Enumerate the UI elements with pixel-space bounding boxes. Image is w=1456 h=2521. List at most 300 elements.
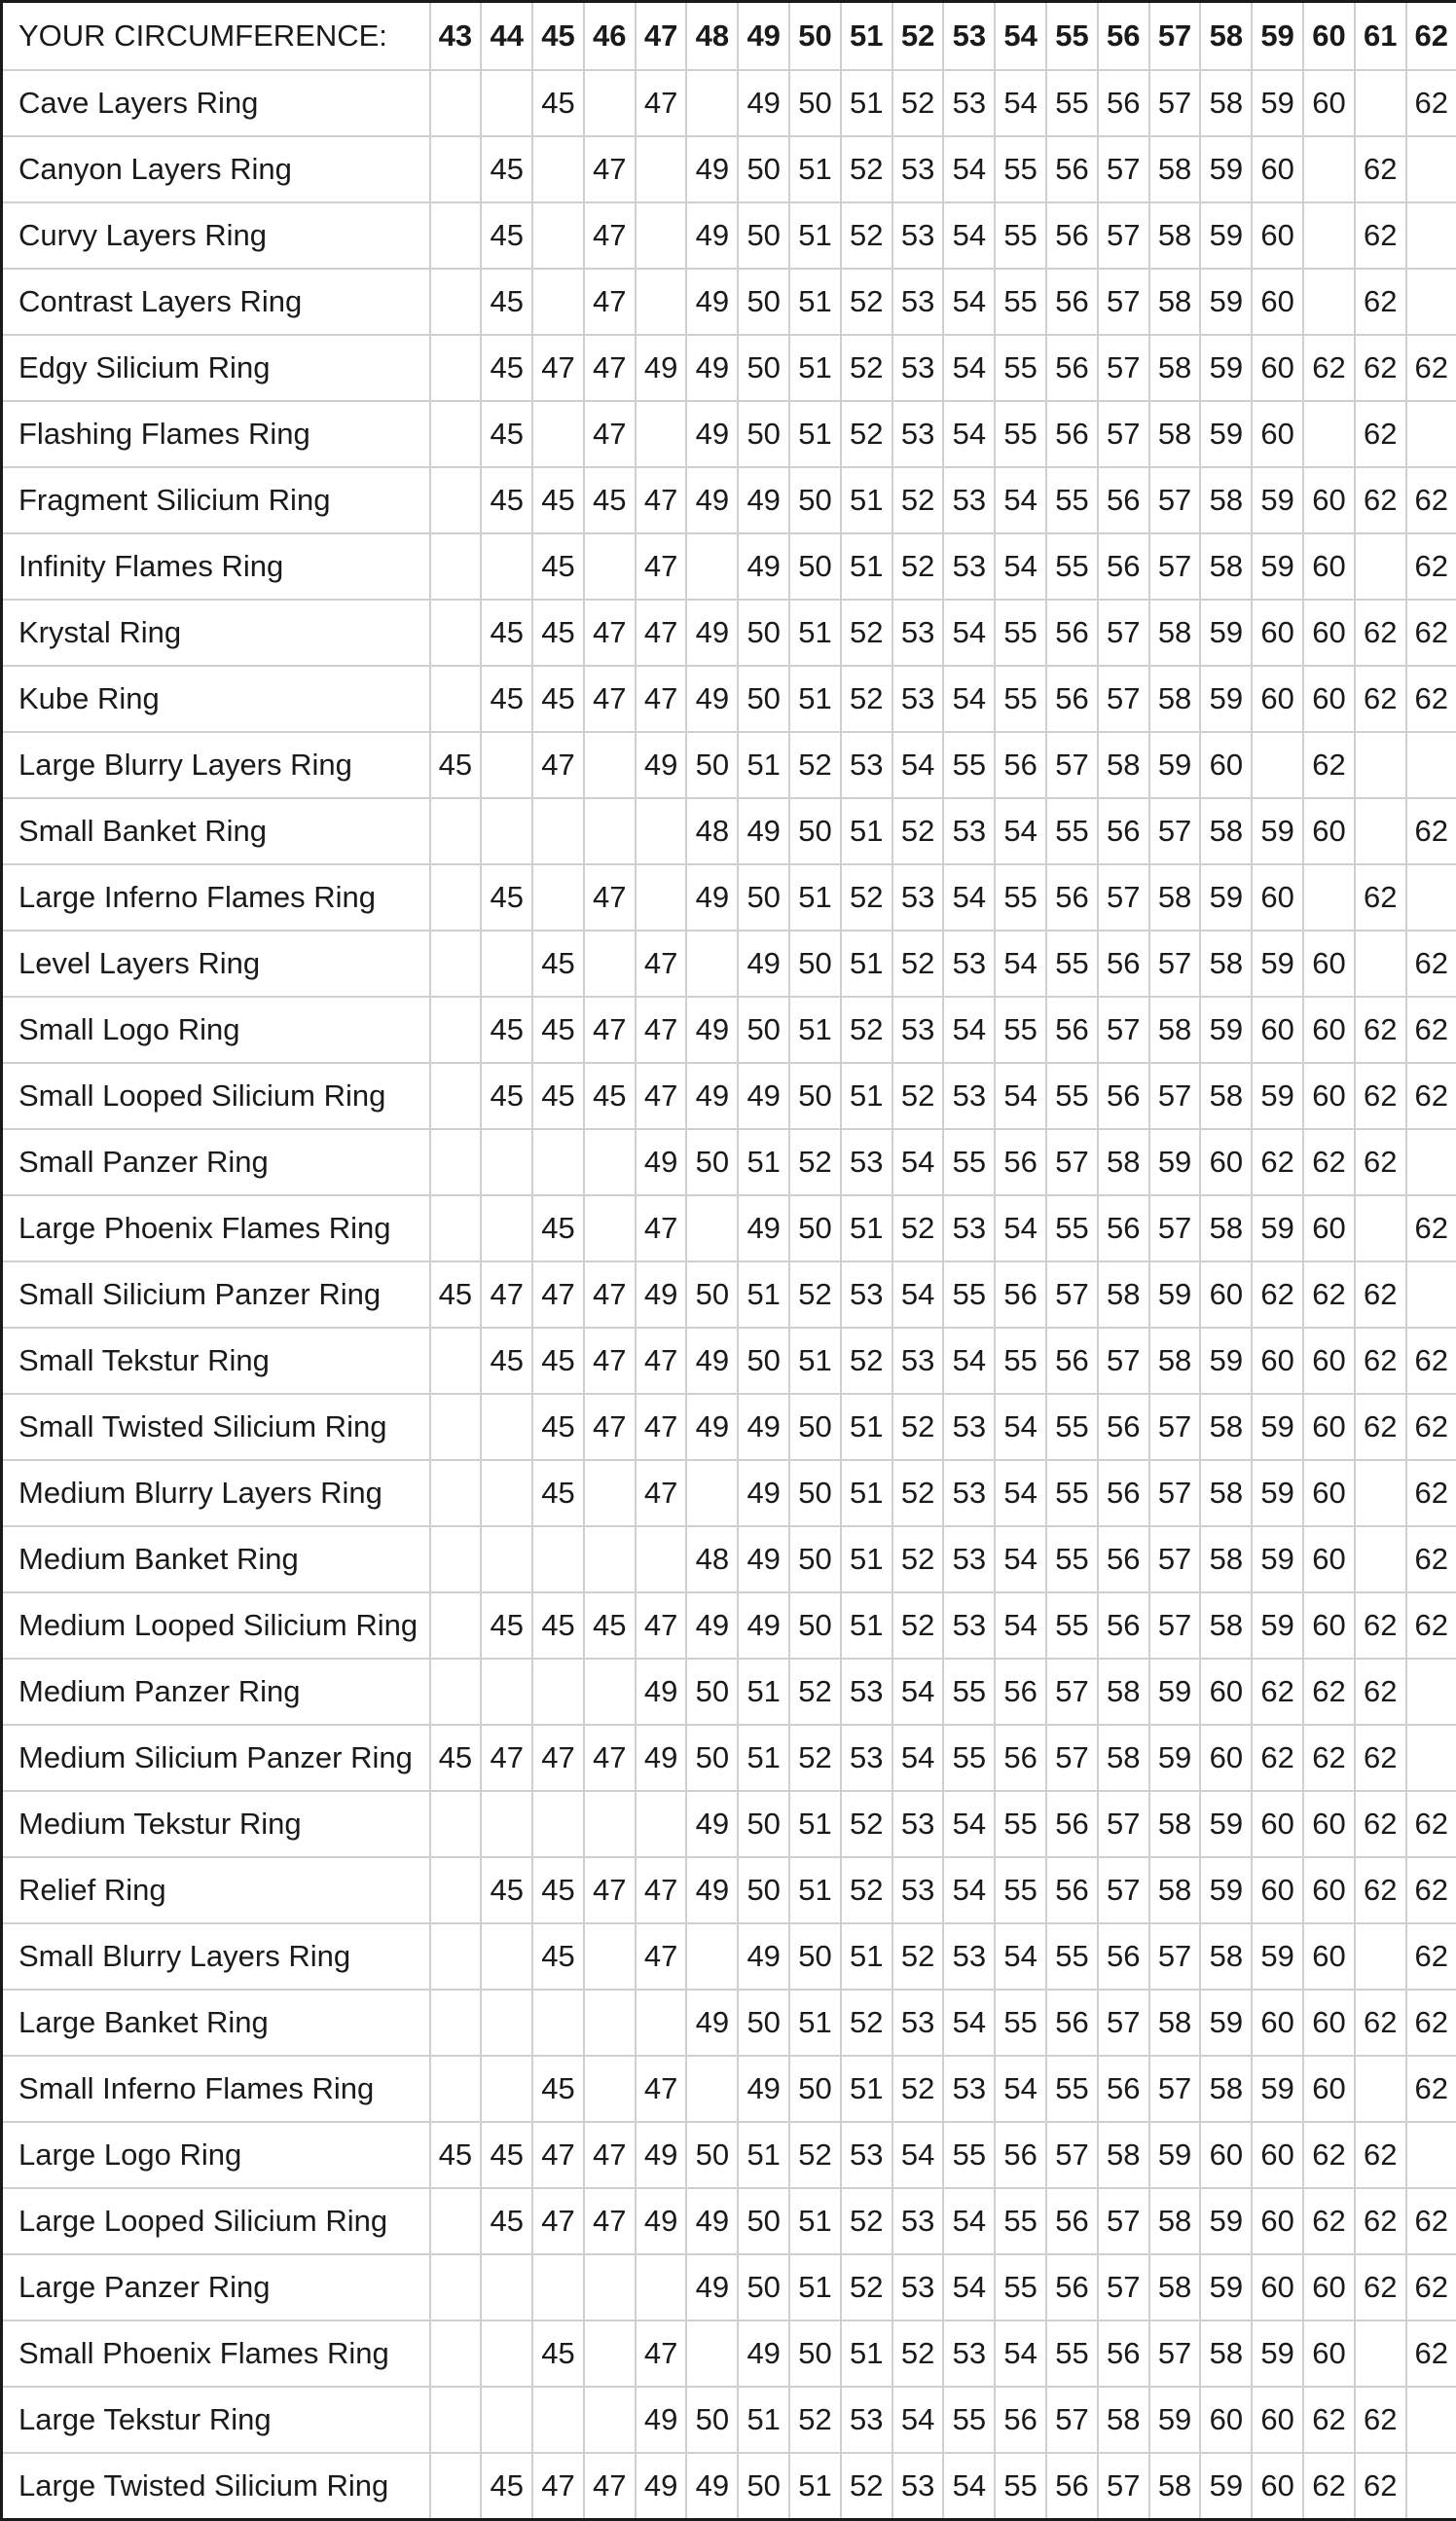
size-cell: 53 xyxy=(943,2056,995,2122)
size-cell: 56 xyxy=(1098,1195,1149,1261)
size-cell: 51 xyxy=(789,1328,841,1394)
table-row xyxy=(2,864,1456,931)
size-cell: 50 xyxy=(686,1659,738,1725)
size-cell: 57 xyxy=(1098,997,1149,1063)
size-cell: 60 xyxy=(1252,666,1303,732)
size-cell: 54 xyxy=(943,2254,995,2320)
size-cell xyxy=(430,2453,482,2520)
size-cell: 56 xyxy=(1098,533,1149,600)
ring-name: Large Logo Ring xyxy=(2,2122,430,2188)
size-cell: 50 xyxy=(789,1394,841,1460)
size-cell: 49 xyxy=(686,1791,738,1857)
size-cell: 56 xyxy=(1046,335,1098,401)
size-cell: 54 xyxy=(995,2056,1046,2122)
size-cell: 49 xyxy=(686,997,738,1063)
size-cell: 62 xyxy=(1406,1460,1456,1526)
ring-name: Small Banket Ring xyxy=(2,798,430,864)
size-cell xyxy=(481,1394,532,1460)
size-cell: 57 xyxy=(1149,1526,1201,1592)
size-cell: 54 xyxy=(943,2188,995,2254)
size-cell xyxy=(1406,1725,1456,1791)
size-cell: 62 xyxy=(1406,2056,1456,2122)
size-cell: 53 xyxy=(892,269,944,335)
size-cell: 56 xyxy=(1098,1460,1149,1526)
size-cell: 60 xyxy=(1252,600,1303,666)
size-column-header: 51 xyxy=(841,2,892,71)
size-cell: 58 xyxy=(1200,931,1252,997)
table-row xyxy=(2,1857,1456,1923)
size-cell xyxy=(584,1990,636,2056)
size-cell xyxy=(430,1394,482,1460)
size-cell: 62 xyxy=(1355,2122,1406,2188)
size-cell: 60 xyxy=(1303,1460,1355,1526)
size-cell: 45 xyxy=(481,864,532,931)
ring-name: Krystal Ring xyxy=(2,600,430,666)
size-cell: 52 xyxy=(841,2188,892,2254)
size-cell: 53 xyxy=(943,1063,995,1129)
table-row xyxy=(2,1990,1456,2056)
size-cell xyxy=(1355,1460,1406,1526)
size-cell: 52 xyxy=(841,1328,892,1394)
size-cell: 52 xyxy=(789,2122,841,2188)
size-cell: 62 xyxy=(1355,1063,1406,1129)
size-cell xyxy=(481,931,532,997)
table-body xyxy=(2,70,1456,2520)
table-row xyxy=(2,931,1456,997)
size-cell xyxy=(481,1990,532,2056)
ring-name: Medium Looped Silicium Ring xyxy=(2,1592,430,1659)
size-cell: 49 xyxy=(686,1857,738,1923)
size-cell: 57 xyxy=(1098,136,1149,202)
size-cell: 60 xyxy=(1200,2387,1252,2453)
table-row xyxy=(2,1063,1456,1129)
size-cell: 58 xyxy=(1149,335,1201,401)
size-cell: 58 xyxy=(1200,1592,1252,1659)
size-cell: 58 xyxy=(1149,202,1201,269)
size-cell: 60 xyxy=(1252,2122,1303,2188)
size-cell: 51 xyxy=(738,1261,789,1328)
size-cell xyxy=(584,2056,636,2122)
size-cell: 60 xyxy=(1200,1725,1252,1791)
size-cell: 47 xyxy=(636,1394,687,1460)
size-cell xyxy=(430,1990,482,2056)
size-cell: 60 xyxy=(1303,1990,1355,2056)
size-cell: 54 xyxy=(892,1129,944,1195)
size-cell xyxy=(636,2254,687,2320)
size-cell: 47 xyxy=(636,70,687,136)
size-cell: 54 xyxy=(943,269,995,335)
size-cell: 60 xyxy=(1252,1857,1303,1923)
size-cell: 58 xyxy=(1200,533,1252,600)
size-cell xyxy=(1406,2453,1456,2520)
size-cell xyxy=(636,1990,687,2056)
size-cell: 58 xyxy=(1098,2387,1149,2453)
ring-name: Large Inferno Flames Ring xyxy=(2,864,430,931)
size-cell: 60 xyxy=(1200,732,1252,798)
size-cell: 57 xyxy=(1149,1923,1201,1990)
size-cell xyxy=(430,70,482,136)
size-cell: 58 xyxy=(1149,269,1201,335)
size-cell: 62 xyxy=(1303,1725,1355,1791)
size-cell: 54 xyxy=(995,1394,1046,1460)
size-cell: 62 xyxy=(1355,2453,1406,2520)
size-cell: 47 xyxy=(636,1857,687,1923)
size-cell xyxy=(481,2320,532,2387)
size-cell: 50 xyxy=(789,70,841,136)
size-cell: 45 xyxy=(532,931,584,997)
size-cell: 57 xyxy=(1046,1261,1098,1328)
size-cell: 62 xyxy=(1406,1857,1456,1923)
ring-name: Small Blurry Layers Ring xyxy=(2,1923,430,1990)
size-cell: 55 xyxy=(1046,798,1098,864)
size-cell xyxy=(430,269,482,335)
size-cell: 47 xyxy=(532,2453,584,2520)
size-cell xyxy=(584,1791,636,1857)
size-cell: 50 xyxy=(789,1592,841,1659)
size-cell: 62 xyxy=(1406,666,1456,732)
size-cell: 55 xyxy=(995,1791,1046,1857)
size-cell: 57 xyxy=(1098,401,1149,467)
size-cell: 53 xyxy=(892,335,944,401)
size-cell: 58 xyxy=(1149,997,1201,1063)
size-cell: 49 xyxy=(686,136,738,202)
size-cell: 55 xyxy=(1046,1460,1098,1526)
size-cell: 58 xyxy=(1098,1129,1149,1195)
size-cell xyxy=(481,2254,532,2320)
size-cell xyxy=(686,70,738,136)
size-cell: 53 xyxy=(892,2453,944,2520)
size-cell: 51 xyxy=(841,70,892,136)
size-cell: 47 xyxy=(532,1261,584,1328)
size-cell xyxy=(430,202,482,269)
size-cell: 49 xyxy=(636,1261,687,1328)
size-cell: 53 xyxy=(892,1857,944,1923)
size-cell: 59 xyxy=(1149,1261,1201,1328)
table-row xyxy=(2,798,1456,864)
size-cell: 52 xyxy=(841,997,892,1063)
table-row xyxy=(2,533,1456,600)
size-column-header: 56 xyxy=(1098,2,1149,71)
size-cell: 58 xyxy=(1200,2056,1252,2122)
size-cell: 55 xyxy=(995,1328,1046,1394)
size-cell: 54 xyxy=(892,1725,944,1791)
table-row xyxy=(2,1526,1456,1592)
size-cell: 52 xyxy=(841,864,892,931)
size-cell: 56 xyxy=(1098,2056,1149,2122)
size-cell: 50 xyxy=(789,1923,841,1990)
size-cell: 57 xyxy=(1098,1990,1149,2056)
size-cell: 51 xyxy=(789,136,841,202)
size-cell: 50 xyxy=(738,269,789,335)
size-cell: 62 xyxy=(1355,1990,1406,2056)
size-cell: 47 xyxy=(584,401,636,467)
size-cell xyxy=(1303,202,1355,269)
size-cell: 59 xyxy=(1252,2320,1303,2387)
size-cell: 56 xyxy=(995,1261,1046,1328)
size-cell: 49 xyxy=(636,2387,687,2453)
size-cell: 62 xyxy=(1355,864,1406,931)
size-cell: 51 xyxy=(841,1923,892,1990)
size-cell xyxy=(1355,533,1406,600)
size-cell: 49 xyxy=(738,2320,789,2387)
size-cell: 62 xyxy=(1406,2254,1456,2320)
size-cell: 50 xyxy=(738,2188,789,2254)
table-row xyxy=(2,2453,1456,2520)
size-cell: 62 xyxy=(1355,335,1406,401)
size-cell: 59 xyxy=(1252,2056,1303,2122)
table-row xyxy=(2,136,1456,202)
size-cell: 55 xyxy=(995,864,1046,931)
size-cell: 45 xyxy=(481,401,532,467)
ring-name: Large Banket Ring xyxy=(2,1990,430,2056)
size-cell: 62 xyxy=(1355,1791,1406,1857)
size-cell: 58 xyxy=(1149,1791,1201,1857)
size-cell xyxy=(636,1526,687,1592)
size-cell: 49 xyxy=(686,1328,738,1394)
ring-name: Medium Silicium Panzer Ring xyxy=(2,1725,430,1791)
size-cell: 55 xyxy=(1046,2056,1098,2122)
size-cell: 56 xyxy=(1046,2188,1098,2254)
size-cell: 47 xyxy=(532,732,584,798)
size-column-header: 62 xyxy=(1406,2,1456,71)
size-cell: 56 xyxy=(1098,2320,1149,2387)
size-cell xyxy=(481,798,532,864)
size-cell: 59 xyxy=(1252,70,1303,136)
size-cell: 50 xyxy=(686,2122,738,2188)
size-cell: 45 xyxy=(532,997,584,1063)
size-cell: 50 xyxy=(686,2387,738,2453)
size-cell: 60 xyxy=(1303,1592,1355,1659)
size-cell xyxy=(430,1592,482,1659)
size-cell: 54 xyxy=(943,1791,995,1857)
size-cell: 51 xyxy=(841,2056,892,2122)
size-cell: 62 xyxy=(1252,1725,1303,1791)
size-cell: 49 xyxy=(738,70,789,136)
size-cell: 56 xyxy=(995,1659,1046,1725)
size-cell: 57 xyxy=(1098,2254,1149,2320)
size-cell xyxy=(686,533,738,600)
ring-name: Large Looped Silicium Ring xyxy=(2,2188,430,2254)
size-cell: 60 xyxy=(1303,2320,1355,2387)
size-cell: 57 xyxy=(1046,1129,1098,1195)
size-cell: 49 xyxy=(636,1129,687,1195)
size-cell: 53 xyxy=(943,2320,995,2387)
size-cell: 54 xyxy=(943,997,995,1063)
size-cell: 47 xyxy=(636,1063,687,1129)
size-cell: 49 xyxy=(686,1592,738,1659)
size-column-header: 49 xyxy=(738,2,789,71)
size-cell xyxy=(1355,732,1406,798)
size-column-header: 57 xyxy=(1149,2,1201,71)
size-cell xyxy=(430,864,482,931)
size-cell xyxy=(430,2387,482,2453)
size-cell: 60 xyxy=(1303,1526,1355,1592)
size-cell: 45 xyxy=(532,2320,584,2387)
size-cell: 45 xyxy=(532,70,584,136)
size-cell: 57 xyxy=(1046,2122,1098,2188)
size-cell: 49 xyxy=(636,2122,687,2188)
size-cell: 57 xyxy=(1046,2387,1098,2453)
size-cell: 54 xyxy=(943,666,995,732)
size-cell: 62 xyxy=(1355,1129,1406,1195)
size-cell: 49 xyxy=(686,202,738,269)
size-cell: 55 xyxy=(1046,533,1098,600)
ring-name: Small Tekstur Ring xyxy=(2,1328,430,1394)
size-cell: 60 xyxy=(1303,600,1355,666)
size-cell: 52 xyxy=(892,1063,944,1129)
size-cell: 60 xyxy=(1303,1063,1355,1129)
size-cell: 54 xyxy=(892,732,944,798)
size-cell: 50 xyxy=(686,732,738,798)
size-cell: 50 xyxy=(686,1725,738,1791)
size-cell: 51 xyxy=(789,1990,841,2056)
size-cell xyxy=(1355,2056,1406,2122)
size-cell: 58 xyxy=(1200,1460,1252,1526)
size-cell: 62 xyxy=(1355,1394,1406,1460)
ring-name: Large Twisted Silicium Ring xyxy=(2,2453,430,2520)
size-cell: 58 xyxy=(1149,401,1201,467)
ring-name: Cave Layers Ring xyxy=(2,70,430,136)
size-cell xyxy=(584,798,636,864)
size-cell: 57 xyxy=(1149,70,1201,136)
size-cell: 59 xyxy=(1149,2387,1201,2453)
size-cell: 56 xyxy=(995,1725,1046,1791)
size-cell xyxy=(636,798,687,864)
ring-name: Small Silicium Panzer Ring xyxy=(2,1261,430,1328)
size-cell: 47 xyxy=(584,666,636,732)
size-cell: 53 xyxy=(892,2188,944,2254)
size-cell: 52 xyxy=(841,1791,892,1857)
size-cell: 58 xyxy=(1098,1659,1149,1725)
size-cell: 53 xyxy=(841,1725,892,1791)
size-cell xyxy=(1303,401,1355,467)
size-cell: 57 xyxy=(1098,269,1149,335)
size-cell: 47 xyxy=(584,2122,636,2188)
size-cell: 54 xyxy=(943,600,995,666)
size-cell: 47 xyxy=(532,2122,584,2188)
size-cell: 56 xyxy=(1046,1791,1098,1857)
size-cell: 60 xyxy=(1303,798,1355,864)
size-cell: 56 xyxy=(1098,1063,1149,1129)
size-cell: 59 xyxy=(1200,401,1252,467)
size-cell: 49 xyxy=(686,864,738,931)
size-cell: 50 xyxy=(789,1460,841,1526)
size-cell: 55 xyxy=(1046,2320,1098,2387)
size-column-header: 52 xyxy=(892,2,944,71)
size-cell: 52 xyxy=(841,2453,892,2520)
size-cell: 45 xyxy=(532,1328,584,1394)
size-cell: 58 xyxy=(1098,1261,1149,1328)
size-cell: 47 xyxy=(584,1328,636,1394)
size-cell xyxy=(430,1857,482,1923)
size-cell: 57 xyxy=(1098,202,1149,269)
size-cell: 58 xyxy=(1149,666,1201,732)
size-cell: 62 xyxy=(1303,2453,1355,2520)
size-cell: 47 xyxy=(532,335,584,401)
size-cell: 49 xyxy=(636,335,687,401)
size-cell: 47 xyxy=(584,269,636,335)
table-row xyxy=(2,401,1456,467)
size-cell: 47 xyxy=(532,1725,584,1791)
size-cell: 59 xyxy=(1252,1195,1303,1261)
size-cell: 58 xyxy=(1200,798,1252,864)
size-cell xyxy=(532,1526,584,1592)
size-cell: 62 xyxy=(1252,1129,1303,1195)
size-cell xyxy=(1252,732,1303,798)
size-cell: 53 xyxy=(892,2254,944,2320)
size-cell: 49 xyxy=(636,732,687,798)
size-cell: 49 xyxy=(686,269,738,335)
table-row xyxy=(2,2254,1456,2320)
size-cell: 49 xyxy=(738,798,789,864)
size-cell: 58 xyxy=(1200,70,1252,136)
size-cell: 54 xyxy=(995,533,1046,600)
ring-name: Kube Ring xyxy=(2,666,430,732)
size-cell xyxy=(686,2320,738,2387)
size-cell: 58 xyxy=(1149,2453,1201,2520)
size-cell: 59 xyxy=(1149,1129,1201,1195)
size-cell: 47 xyxy=(636,1460,687,1526)
size-cell xyxy=(584,931,636,997)
size-column-header: 54 xyxy=(995,2,1046,71)
size-cell: 52 xyxy=(789,732,841,798)
size-cell: 45 xyxy=(430,2122,482,2188)
size-cell: 57 xyxy=(1149,1195,1201,1261)
size-cell xyxy=(481,1791,532,1857)
size-cell: 47 xyxy=(584,202,636,269)
size-cell: 51 xyxy=(738,2122,789,2188)
size-cell: 53 xyxy=(892,1328,944,1394)
size-cell: 58 xyxy=(1200,2320,1252,2387)
size-cell: 55 xyxy=(943,732,995,798)
size-cell: 51 xyxy=(789,1857,841,1923)
size-cell: 49 xyxy=(686,401,738,467)
size-cell xyxy=(430,2254,482,2320)
size-cell xyxy=(430,1791,482,1857)
size-cell xyxy=(1303,269,1355,335)
size-cell: 60 xyxy=(1252,1990,1303,2056)
size-cell xyxy=(686,931,738,997)
size-cell xyxy=(584,2320,636,2387)
size-cell: 62 xyxy=(1406,1328,1456,1394)
size-cell: 56 xyxy=(995,2387,1046,2453)
size-cell: 47 xyxy=(481,1261,532,1328)
size-cell: 57 xyxy=(1098,2188,1149,2254)
size-cell: 59 xyxy=(1149,732,1201,798)
size-cell: 60 xyxy=(1303,2056,1355,2122)
size-cell: 62 xyxy=(1303,1261,1355,1328)
size-cell: 60 xyxy=(1200,1261,1252,1328)
size-cell: 62 xyxy=(1406,1526,1456,1592)
size-cell xyxy=(532,1990,584,2056)
size-cell: 57 xyxy=(1046,732,1098,798)
size-cell: 59 xyxy=(1252,931,1303,997)
ring-name: Medium Blurry Layers Ring xyxy=(2,1460,430,1526)
size-cell: 62 xyxy=(1252,1261,1303,1328)
size-cell: 58 xyxy=(1200,1195,1252,1261)
size-cell: 59 xyxy=(1200,1990,1252,2056)
size-cell: 59 xyxy=(1149,1725,1201,1791)
size-cell: 57 xyxy=(1149,467,1201,533)
size-cell xyxy=(584,1659,636,1725)
size-cell: 59 xyxy=(1252,1394,1303,1460)
size-cell: 56 xyxy=(1046,401,1098,467)
size-cell xyxy=(1406,136,1456,202)
table-row xyxy=(2,1129,1456,1195)
size-column-header: 45 xyxy=(532,2,584,71)
size-cell: 49 xyxy=(738,1923,789,1990)
size-cell: 56 xyxy=(1098,798,1149,864)
